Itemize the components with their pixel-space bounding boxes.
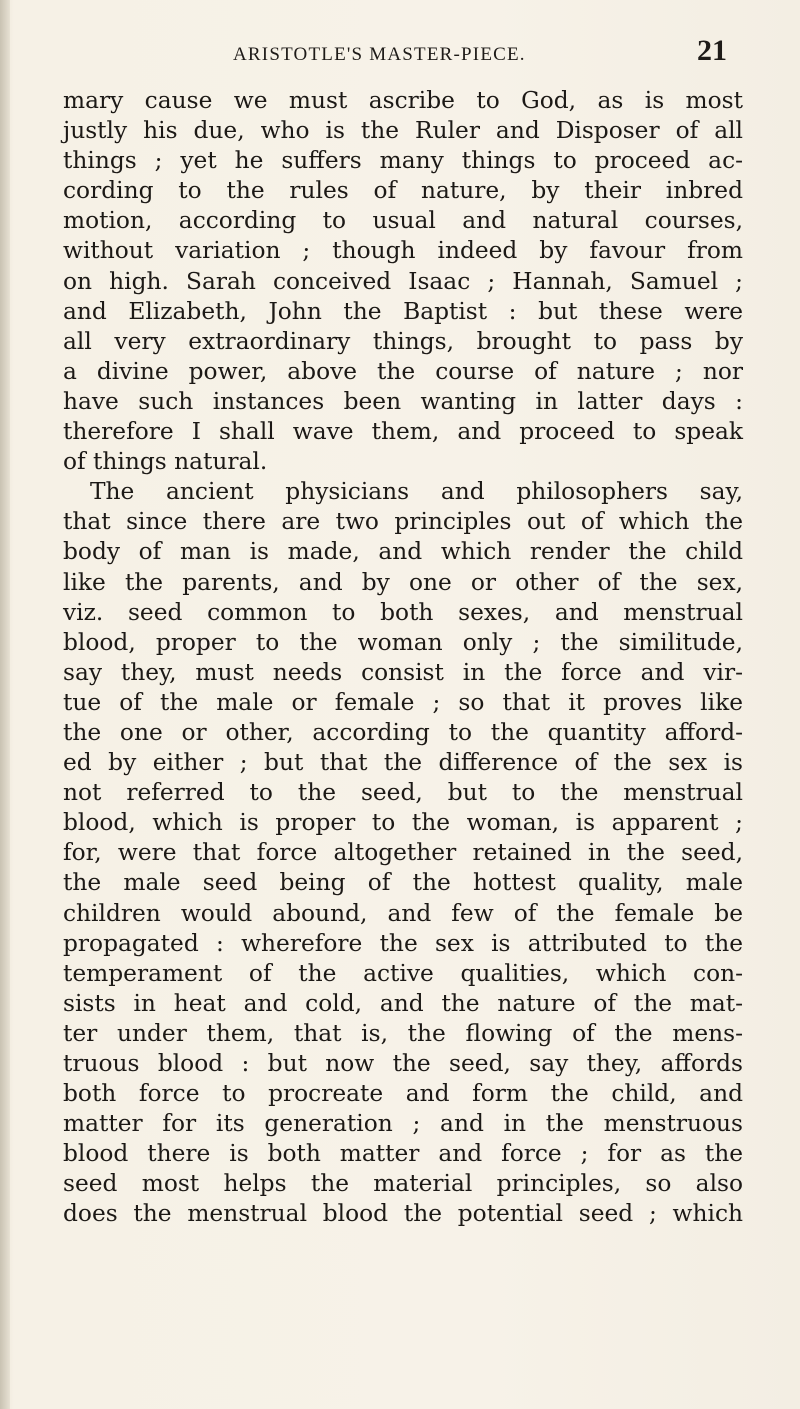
text-line: have such instances been wanting in latter days : <box>63 387 743 415</box>
text-line: the male seed being of the hottest quality, male <box>63 869 743 897</box>
text-line: does the menstrual blood the potential seed ; which <box>63 1200 743 1228</box>
paragraph-first-line: The ancient physicians and philosophers say, <box>90 478 743 506</box>
text-line: ter under them, that is, the flowing of the mens- <box>63 1019 743 1047</box>
text-line: things ; yet he suffers many things to proceed ac- <box>63 147 743 175</box>
text-line: sists in heat and cold, and the nature of the mat- <box>63 989 743 1017</box>
text-line: blood, proper to the woman only ; the similitude, <box>63 628 743 656</box>
text-line: without variation ; though indeed by favour from <box>63 237 743 265</box>
text-line: ed by either ; but that the difference of the sex is <box>63 749 743 777</box>
text-line: say they, must needs consist in the force and vir- <box>63 658 743 686</box>
text-line: all very extraordinary things, brought to pass by <box>63 327 743 355</box>
text-line: matter for its generation ; and in the menstruous <box>63 1110 743 1138</box>
running-head: ARISTOTLE'S MASTER-PIECE. <box>233 44 526 65</box>
text-line: seed most helps the material principles, so also <box>63 1170 743 1198</box>
page-gutter <box>0 0 10 1409</box>
text-line: propagated : wherefore the sex is attributed to the <box>63 929 743 957</box>
text-line: temperament of the active qualities, which con- <box>63 959 743 987</box>
text-line: motion, according to usual and natural courses, <box>63 207 743 235</box>
text-line: tue of the male or female ; so that it proves like <box>63 688 743 716</box>
text-line: on high. Sarah conceived Isaac ; Hannah, Samuel ; <box>63 267 743 295</box>
text-line: like the parents, and by one or other of the sex, <box>63 568 743 596</box>
text-line: children would abound, and few of the female be <box>63 899 743 927</box>
text-line: a divine power, above the course of nature ; nor <box>63 357 743 385</box>
text-line: blood, which is proper to the woman, is apparent ; <box>63 809 743 837</box>
text-line: of things natural. <box>63 448 268 476</box>
text-line: cording to the rules of nature, by their inbred <box>63 177 743 205</box>
text-line: viz. seed common to both sexes, and menstrual <box>63 598 743 626</box>
text-line: body of man is made, and which render the child <box>63 538 743 566</box>
text-line: both force to procreate and form the child, and <box>63 1080 743 1108</box>
text-line: not referred to the seed, but to the menstrual <box>63 779 743 807</box>
text-line: that since there are two principles out of which the <box>63 508 743 536</box>
text-line: therefore I shall wave them, and proceed to speak <box>63 418 743 446</box>
text-line: justly his due, who is the Ruler and Disposer of all <box>63 117 743 145</box>
text-line: mary cause we must ascribe to God, as is most <box>63 87 743 114</box>
text-line: and Elizabeth, John the Baptist : but these were <box>63 297 743 325</box>
text-line: blood there is both matter and force ; for as the <box>63 1140 743 1168</box>
body-text <box>63 86 743 1230</box>
text-line: for, were that force altogether retained in the seed, <box>63 839 743 867</box>
text-line: truous blood : but now the seed, say they, affords <box>63 1050 743 1077</box>
page-number: 21 <box>697 34 727 67</box>
text-line: the one or other, according to the quantity afford- <box>63 718 743 746</box>
